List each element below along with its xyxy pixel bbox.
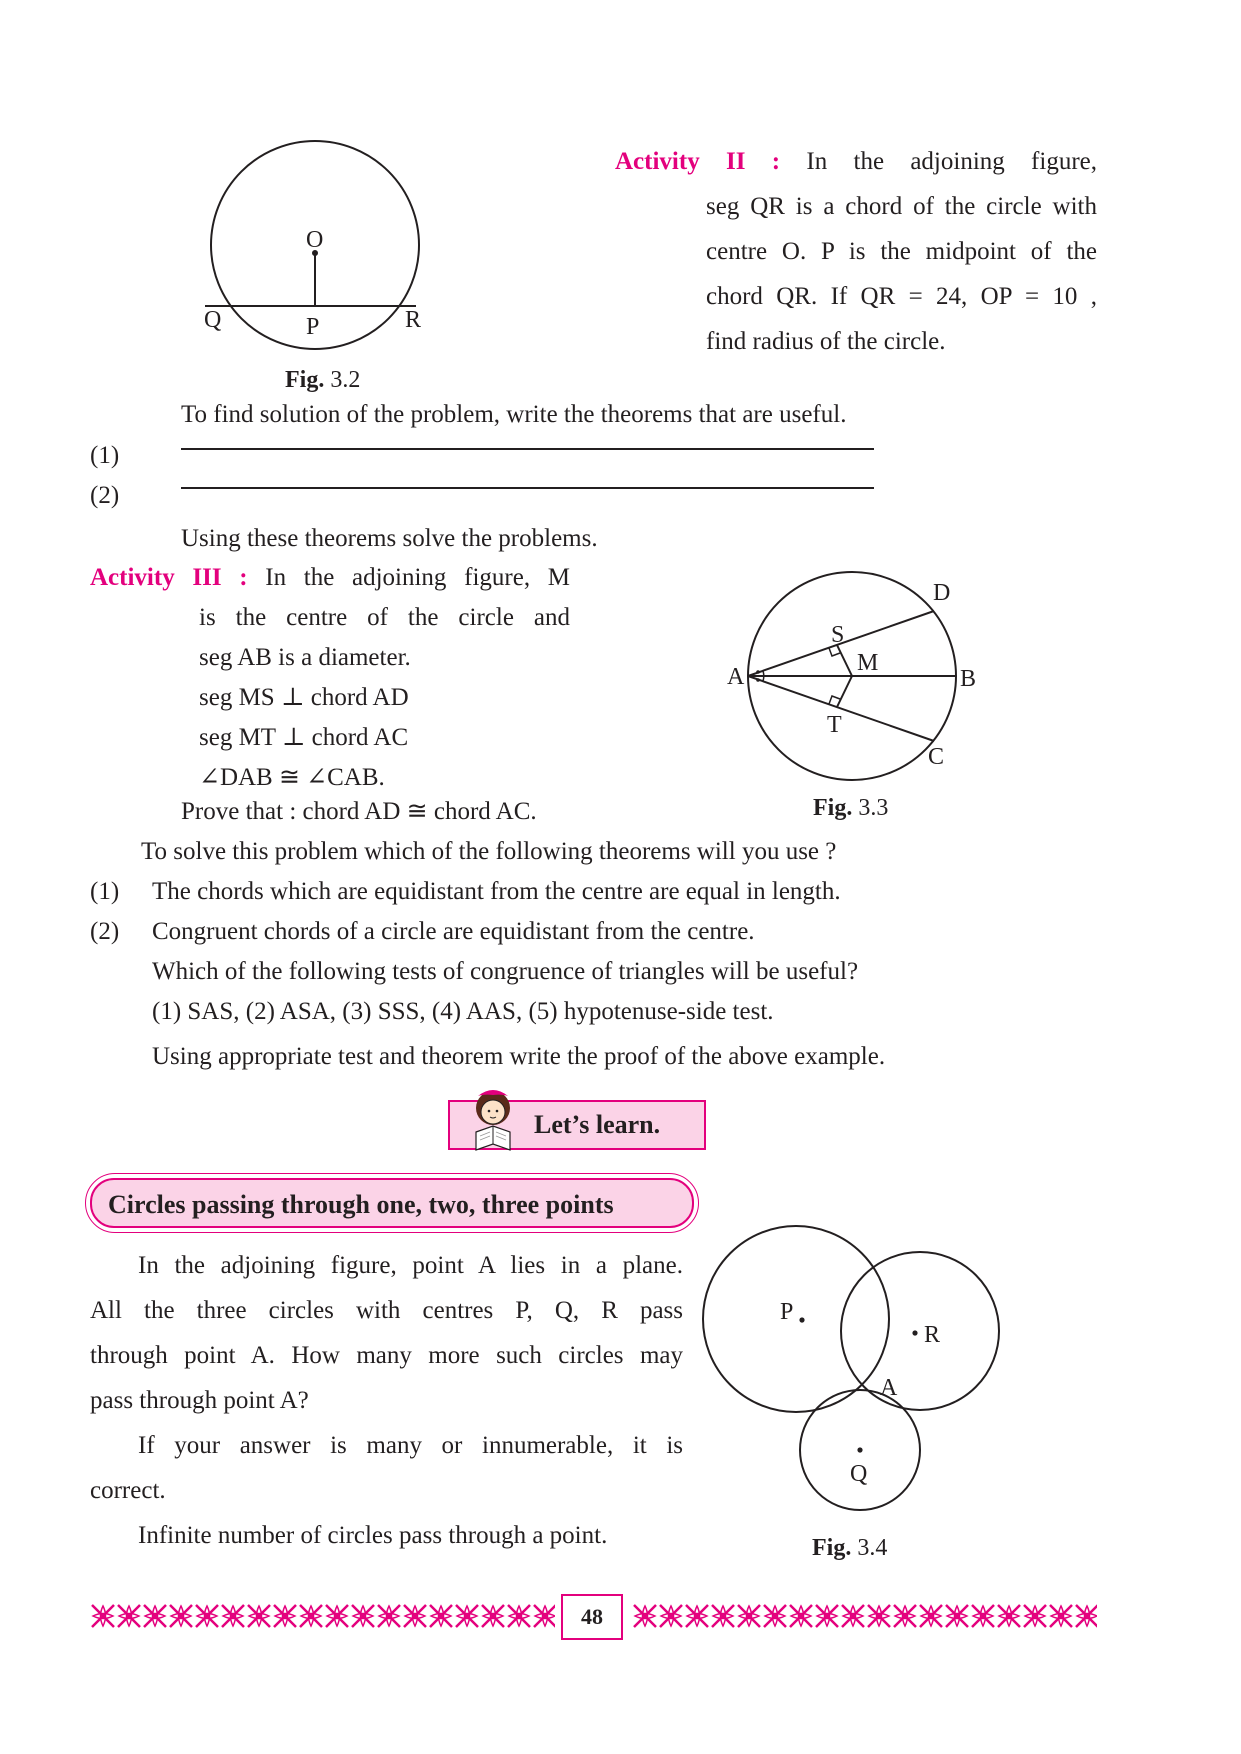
label-d: D: [933, 580, 951, 606]
label-q: Q: [204, 307, 222, 333]
theorem-option-2-num: (2): [90, 918, 120, 945]
blank-line-1[interactable]: [181, 448, 874, 450]
label-r: R: [405, 307, 422, 333]
lets-learn-banner: [448, 1100, 706, 1150]
congruence-question: Which of the following tests of congruence of triangles will be useful?: [152, 958, 859, 985]
section-heading-box: [90, 1178, 694, 1228]
label-o: O: [306, 227, 324, 253]
label-p: P: [306, 314, 320, 340]
label-a: A: [727, 664, 745, 690]
activity-3-line2: is the centre of the circle and: [199, 604, 570, 631]
theorem-option-1-text: The chords which are equidistant from the centre are equal in length.: [152, 878, 841, 905]
center-dot-q: [857, 1447, 862, 1452]
activity-2-label: Activity II :: [615, 148, 781, 175]
fig-3-4-caption: Fig. 3.4: [812, 1535, 888, 1561]
para1-line2: All the three circles with centres P, Q, R pass: [90, 1297, 683, 1324]
activity-3-line3: seg AB is a diameter.: [199, 644, 411, 671]
label-s: S: [831, 622, 845, 648]
activity-2-line2: seg QR is a chord of the circle with: [706, 193, 1097, 220]
angle-mark-dot-2: [756, 678, 760, 682]
para2-line2: correct.: [90, 1477, 166, 1504]
activity-3-prove: Prove that : chord AD ≅ chord AC.: [181, 798, 537, 825]
activity-2-line1: Activity II : In the adjoining figure,: [615, 148, 1098, 175]
blank-label-1: (1): [90, 442, 120, 469]
page-number: 48: [561, 1594, 623, 1640]
theorem-option-2-text: Congruent chords of a circle are equidistant from the centre.: [152, 918, 755, 945]
para2-line1: If your answer is many or innumerable, it is: [138, 1432, 683, 1459]
footer-ornament-left: [90, 1603, 555, 1629]
center-dot-r: [912, 1330, 917, 1335]
label-c: C: [928, 744, 945, 770]
activity-3-line5: seg MT ⊥ chord AC: [199, 724, 409, 751]
activity-3-line1: Activity III : In the adjoining figure, M: [90, 564, 570, 591]
lets-learn-label: Let’s learn.: [534, 1110, 661, 1139]
circle-r: [841, 1252, 999, 1410]
label-q: Q: [850, 1461, 868, 1487]
activity-3-label: Activity III :: [90, 564, 248, 591]
theorem-option-1-num: (1): [90, 878, 120, 905]
para1-line4: pass through point A?: [90, 1387, 309, 1414]
label-m: M: [857, 650, 879, 676]
label-p: P: [780, 1299, 794, 1325]
activity-2-line3: centre O. P is the midpoint of the: [706, 238, 1097, 265]
section-heading: Circles passing through one, two, three points: [108, 1190, 614, 1219]
congruence-options: (1) SAS, (2) ASA, (3) SSS, (4) AAS, (5) hypotenuse-side test.: [152, 998, 774, 1025]
segment-mt: [837, 676, 852, 707]
segment-ms: [837, 645, 852, 676]
figure-3-4: [700, 1225, 1010, 1515]
footer-ornament-right: [632, 1603, 1097, 1629]
proof-prompt: Using appropriate test and theorem write the proof of the above example.: [152, 1043, 886, 1070]
label-a: A: [880, 1375, 898, 1401]
activity-2-line4: chord QR. If QR = 24, OP = 10 ,: [706, 283, 1097, 310]
activity-3-line4: seg MS ⊥ chord AD: [199, 684, 409, 711]
using-theorems: Using these theorems solve the problems.: [181, 525, 598, 552]
label-r: R: [924, 1322, 941, 1348]
blank-label-2: (2): [90, 482, 120, 509]
activity-2-line5: find radius of the circle.: [706, 328, 946, 355]
theorem-question: To solve this problem which of the following theorems will you use ?: [141, 838, 837, 865]
activity-3-line6: ∠DAB ≅ ∠CAB.: [199, 764, 385, 791]
girl-reading-icon: [462, 1086, 524, 1152]
fig-3-3-caption: Fig. 3.3: [813, 795, 889, 821]
para1-line3: through point A. How many more such circles may: [90, 1342, 683, 1369]
para1-line1: In the adjoining figure, point A lies in a plane.: [138, 1252, 683, 1279]
label-t: T: [827, 712, 842, 738]
para3: Infinite number of circles pass through a point.: [138, 1522, 608, 1549]
angle-arc-a: [763, 671, 764, 681]
figure-3-2: [190, 140, 450, 350]
figure-3-3: [720, 570, 990, 800]
fig-3-2-caption: Fig. 3.2: [285, 367, 361, 393]
blank-line-2[interactable]: [181, 487, 874, 489]
theorems-prompt: To find solution of the problem, write the theorems that are useful.: [181, 401, 847, 428]
angle-mark-dot-1: [756, 670, 760, 674]
center-dot-p: [799, 1317, 804, 1322]
label-b: B: [960, 666, 977, 692]
